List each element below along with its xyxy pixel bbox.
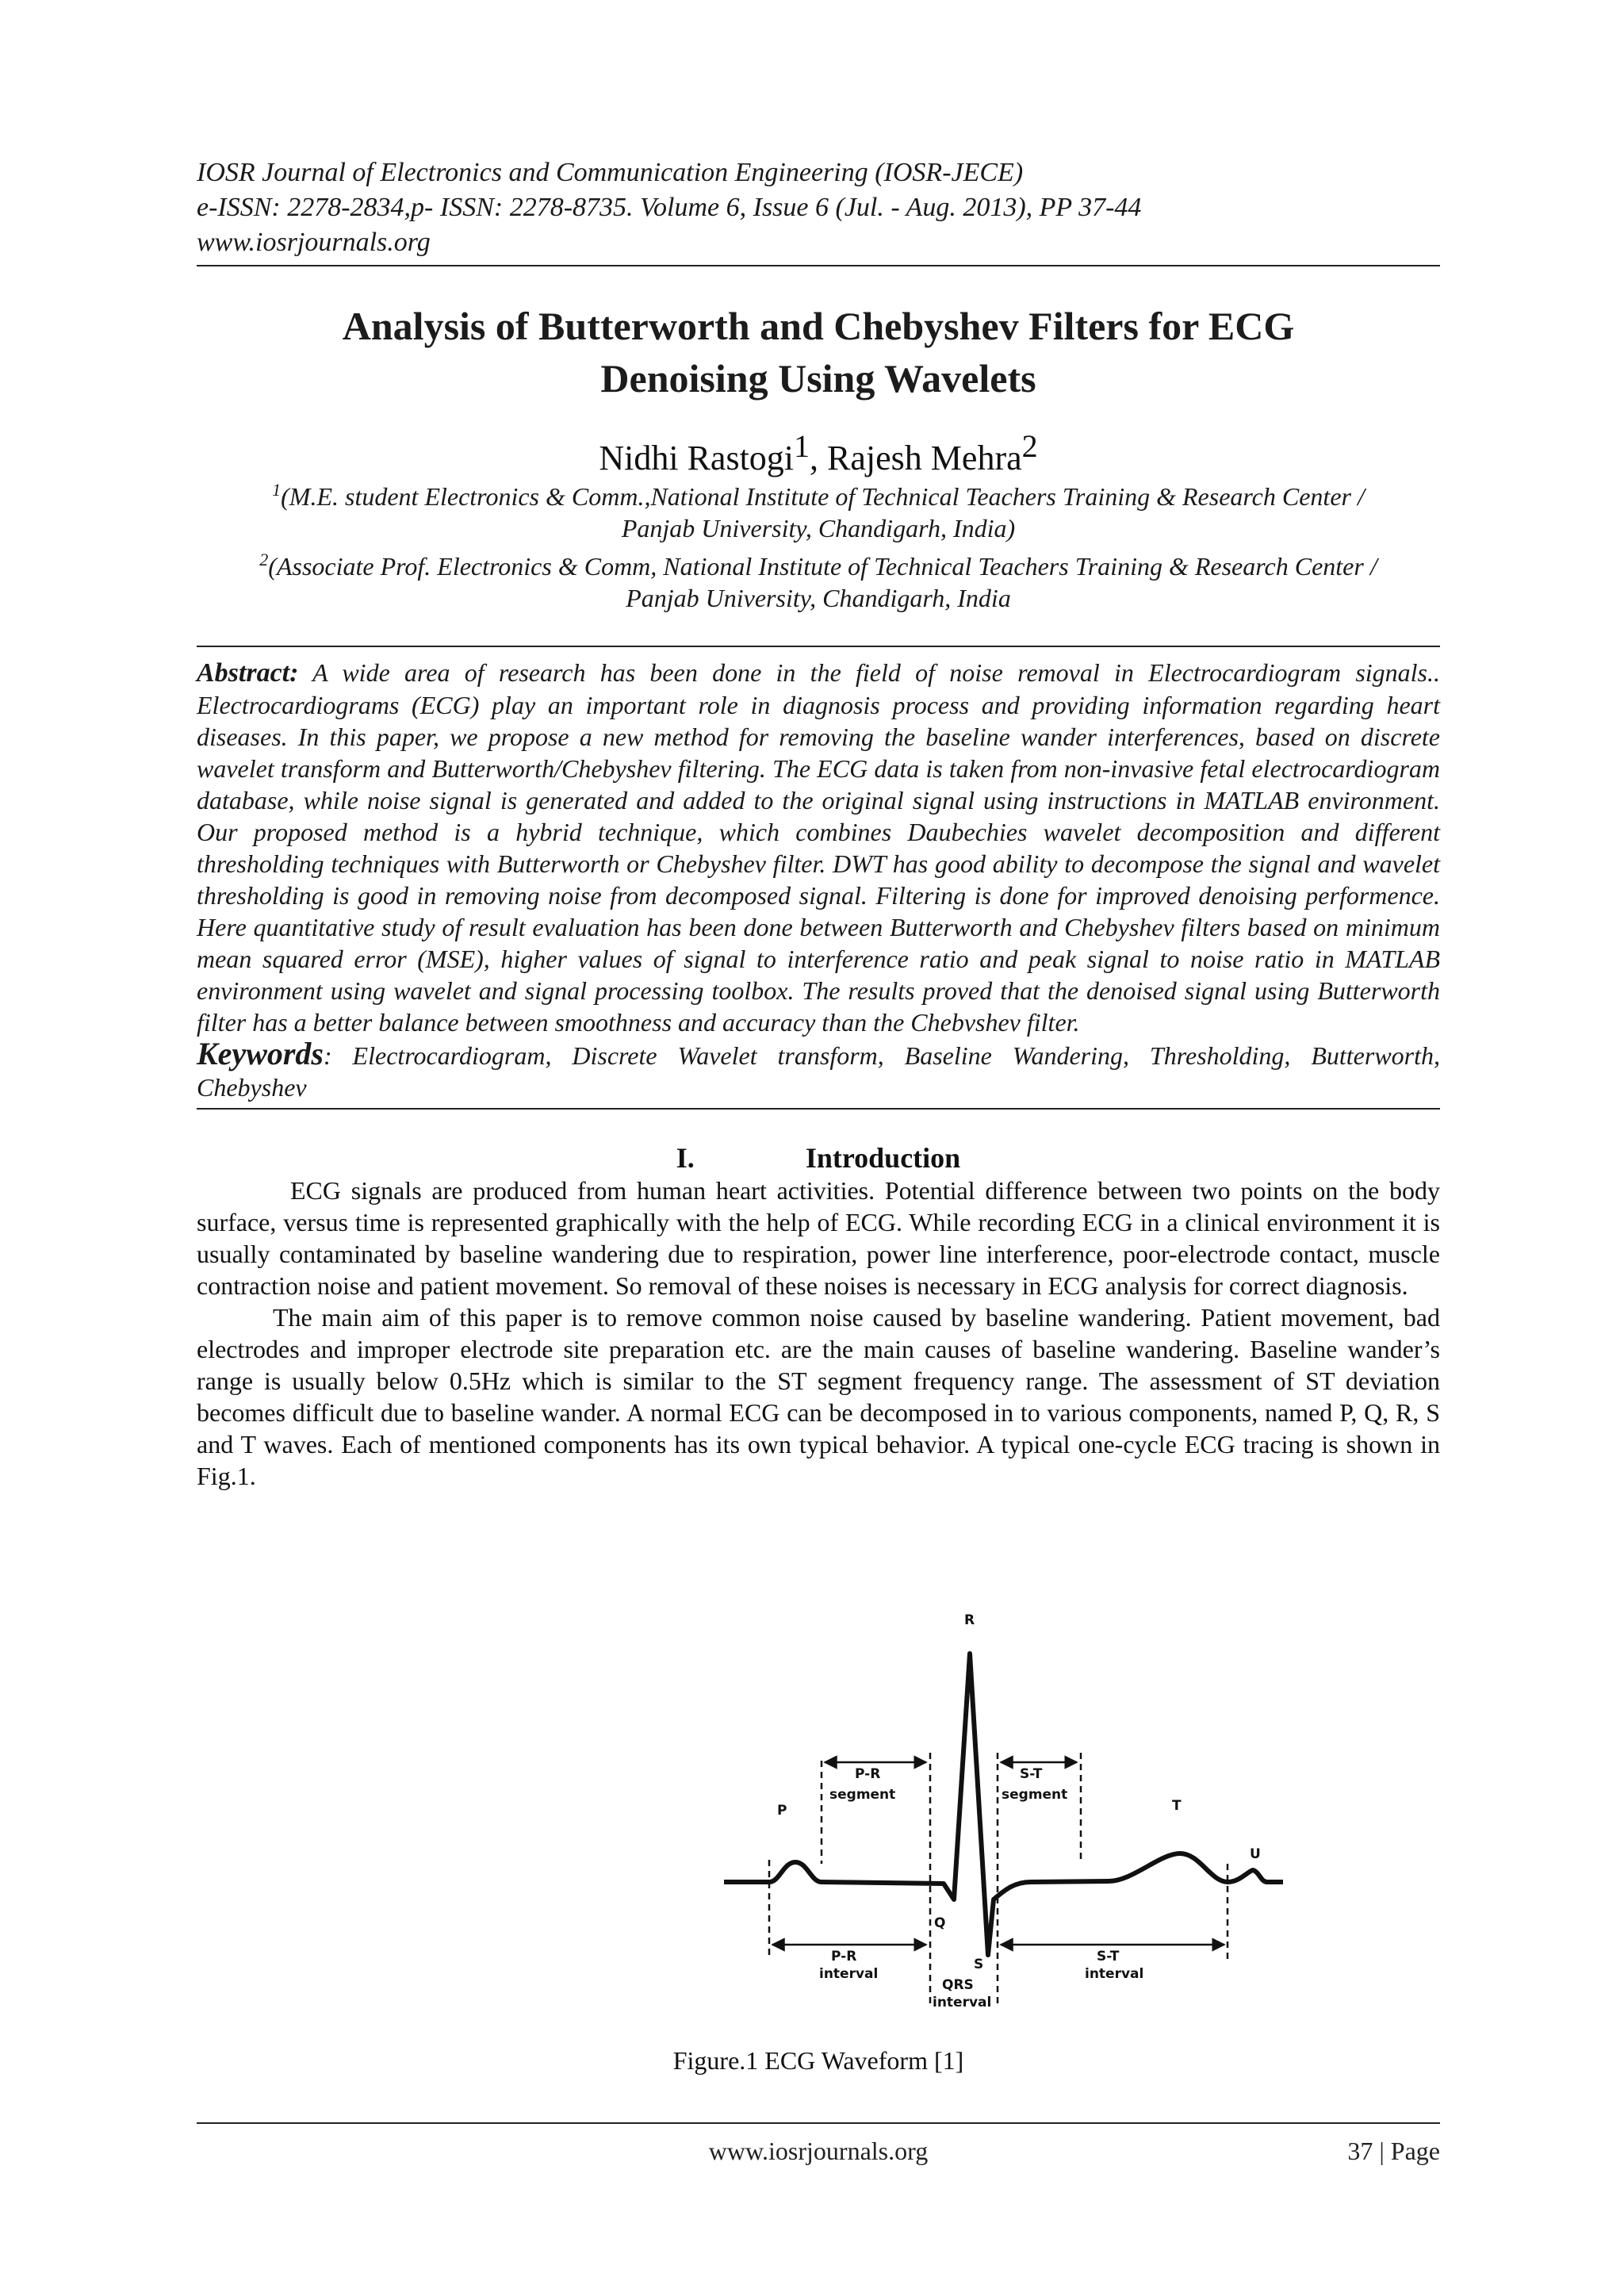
journal-name: IOSR Journal of Electronics and Communication Engineering (IOSR-JECE) (197, 158, 1024, 187)
keywords-text: : Electrocardiogram, Discrete Wavelet transform, Baseline Wandering, Thresholding, Butterworth, Chebyshev (197, 1041, 1440, 1102)
label-pr-interval-1: P-R (831, 1949, 857, 1964)
affiliation-2-line-1: (Associate Prof. Electronics & Comm, National Institute of Technical Teachers Training & Research Center / (268, 552, 1377, 581)
page-footer (197, 2122, 1440, 2165)
affiliation-2-sup: 2 (259, 550, 269, 569)
abstract-label: Abstract: (197, 658, 299, 688)
keywords-label: Keywords (197, 1036, 324, 1071)
introduction-paragraph-2: The main aim of this paper is to remove common noise caused by baseline wandering. Patient movement, bad electrodes and improper electrode site preparation etc. are the main causes of baseline wandering. Baseline wander’s range is usually below 0.5Hz which is similar to the ST segment frequency range. The assessment of ST deviation becomes difficult due to baseline wander. A normal ECG can be decomposed in to various components, named P, Q, R, S and T waves. Each of mentioned components has its own typical behavior. A typical one-cycle ECG tracing is shown in Fig.1. (197, 1303, 1440, 1490)
label-st-segment-2: segment (1002, 1787, 1068, 1803)
keywords-paragraph (197, 1038, 1440, 1103)
introduction-paragraph-1: ECG signals are produced from human heart activities. Potential difference between two points on the body surface, versus time is represented graphically with the help of ECG. While recording ECG in a clinical environment it is usually contaminated by baseline wandering due to respiration, power line interference, poor-electrode contact, muscle contraction noise and patient movement. So removal of these noises is necessary in ECG analysis for correct diagnosis. (197, 1176, 1440, 1300)
label-st-interval-2: interval (1085, 1966, 1144, 1982)
author-sup-1: 1 (794, 428, 810, 464)
label-u: U (1250, 1846, 1261, 1862)
author-list (197, 428, 1440, 481)
figure-caption: Figure.1 ECG Waveform [1] (672, 2046, 964, 2075)
label-st-interval-1: S-T (1097, 1949, 1120, 1964)
footer-page-number: 37 | Page (1347, 2137, 1440, 2165)
journal-website: www.iosrjournals.org (197, 228, 431, 257)
affiliation-1-line-2: Panjab University, Chandigarh, India) (621, 514, 1016, 542)
label-r: R (964, 1612, 975, 1628)
affiliation-2 (197, 550, 1440, 614)
journal-header (197, 155, 1440, 266)
affiliation-1 (197, 481, 1440, 544)
author-separator: , (810, 439, 828, 477)
abstract-box (197, 646, 1440, 1110)
author-sup-2: 2 (1021, 428, 1038, 464)
ecg-figure (530, 1594, 1323, 2022)
section-number: I. (676, 1142, 695, 1174)
paper-title-line-1: Analysis of Butterworth and Chebyshev Filters for ECG (342, 304, 1295, 348)
section-title: Introduction (805, 1142, 961, 1174)
label-pr-interval-2: interval (819, 1966, 879, 1982)
author-name-2: Rajesh Mehra (827, 439, 1022, 477)
ecg-trace (724, 1654, 1283, 1955)
paper-title-line-2: Denoising Using Wavelets (600, 356, 1036, 401)
affiliation-1-sup: 1 (272, 480, 282, 500)
affiliation-2-line-2: Panjab University, Chandigarh, India (626, 584, 1011, 612)
footer-url: www.iosrjournals.org (708, 2137, 929, 2165)
introduction-body (197, 1175, 1440, 1492)
page (197, 0, 1440, 2165)
affiliation-1-line-1: (M.E. student Electronics & Comm.,National Institute of Technical Teachers Training & Research Center / (281, 482, 1365, 511)
ecg-waveform-diagram (530, 1594, 1323, 2022)
label-s: S (974, 1957, 984, 1972)
abstract-paragraph (197, 657, 1440, 1038)
author-name-1: Nidhi Rastogi (599, 439, 795, 477)
section-heading (197, 1141, 1440, 1175)
abstract-text: A wide area of research has been done in the field of noise removal in Electrocardiogram signals.. Electrocardiograms (ECG) play an important role in diagnosis process and providing information regarding heart diseases. In this paper, we propose a new method for removing the baseline wander interferences, based on discrete wavelet transform and Butterworth/Chebyshev filtering. The ECG data is taken from non-invasive fetal electrocardiogram database, while noise signal is generated and added to the original signal using instructions in MATLAB environment. Our proposed method is a hybrid technique, which combines Daubechies wavelet decomposition and different thresholding techniques with Butterworth or Chebyshev filter. DWT has good ability to decompose the signal and wavelet thresholding is good in removing noise from decomposed signal. Filtering is done for improved denoising performence. Here quantitative study of result evaluation has been done between Butterworth and Chebyshev filters based on minimum mean squared error (MSE), higher values of signal to interference ratio and peak signal to noise ratio in MATLAB environment using wavelet and signal processing toolbox. The results proved that the denoised signal using Butterworth filter has a better balance between smoothness and accuracy than the Chebvshev filter. (197, 658, 1440, 1037)
label-qrs-interval-1: QRS (942, 1977, 974, 1993)
label-st-segment-1: S-T (1020, 1766, 1043, 1782)
label-q: Q (934, 1915, 946, 1931)
label-qrs-interval-2: interval (933, 1995, 992, 2010)
journal-issn-volume: e-ISSN: 2278-2834,p- ISSN: 2278-8735. Volume 6, Issue 6 (Jul. - Aug. 2013), PP 37-44 (197, 193, 1142, 222)
label-t: T (1172, 1798, 1182, 1814)
label-pr-segment-2: segment (829, 1787, 896, 1803)
paper-title (197, 300, 1440, 404)
label-pr-segment-1: P-R (855, 1766, 881, 1782)
label-p: P (777, 1803, 787, 1819)
